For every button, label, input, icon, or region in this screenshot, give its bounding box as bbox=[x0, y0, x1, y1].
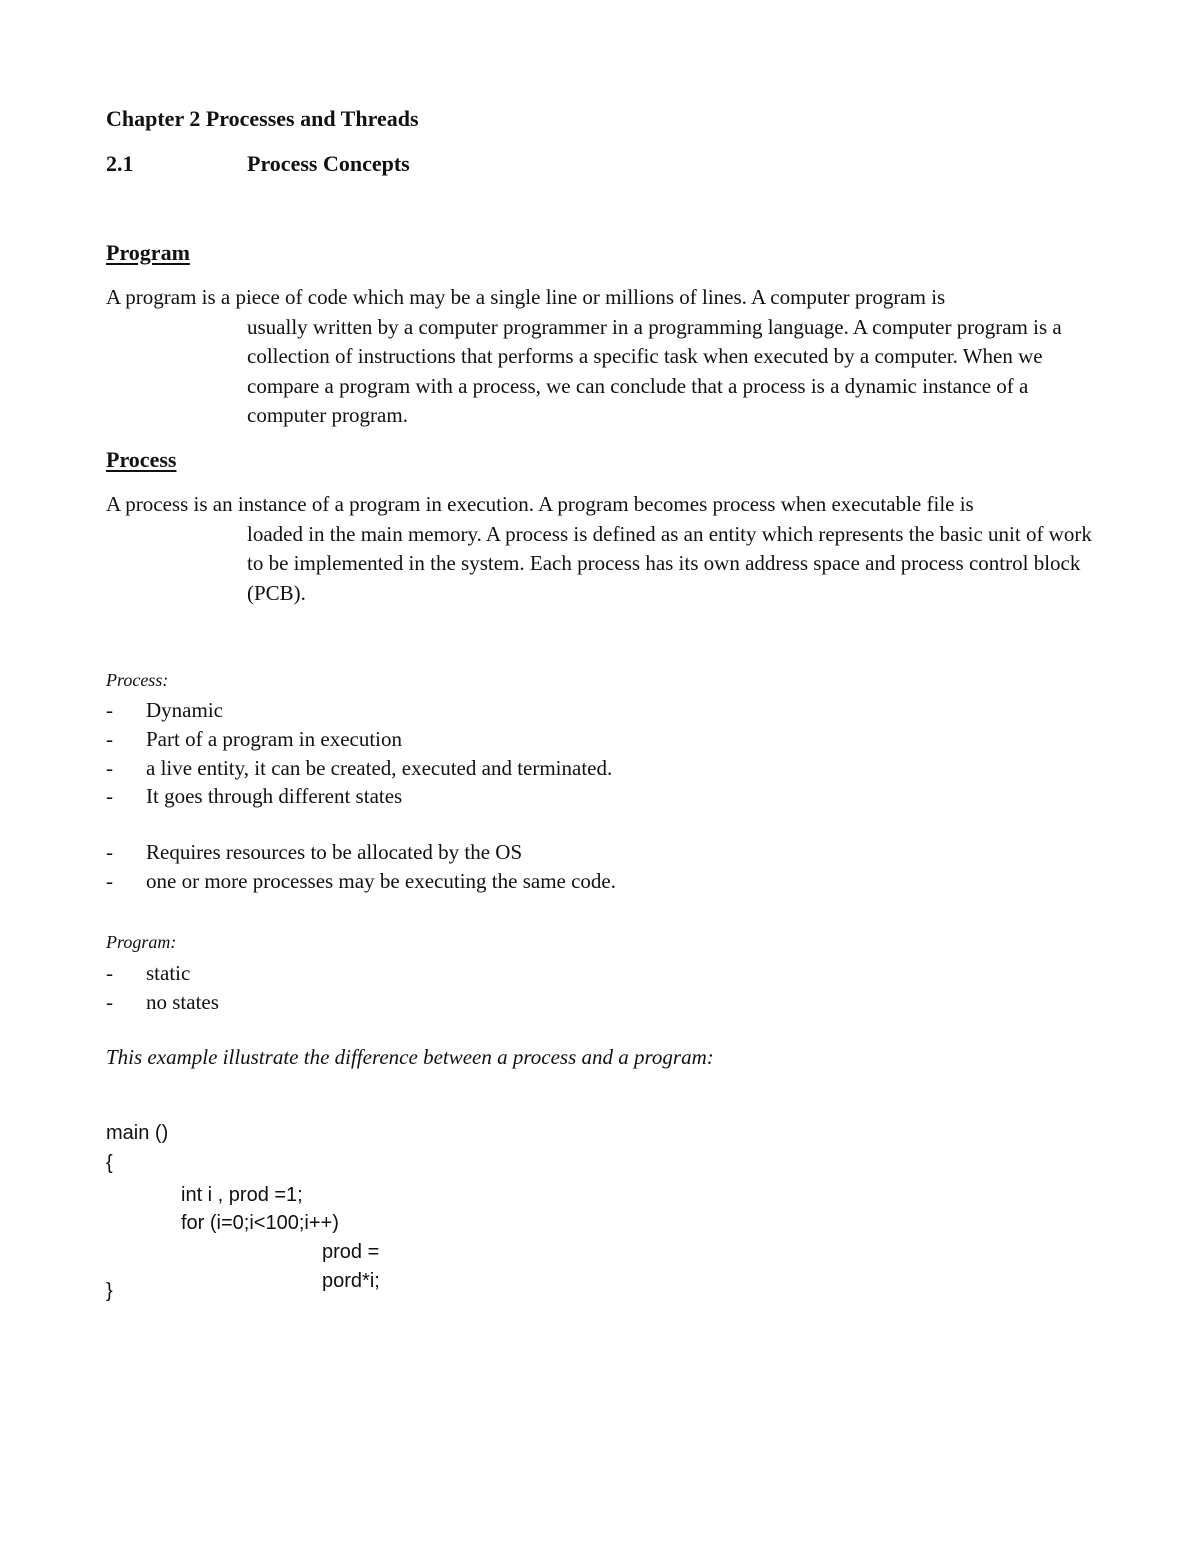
code-for-loop: for (i=0;i<100;i++) bbox=[181, 1212, 339, 1234]
program-paragraph-rest: usually written by a computer programmer in a programming language. A computer program is a collection of instructions that performs a specific task when executed by a computer. When we compare a program with a process, we can conclude that a process is a dynamic instance of a computer program. bbox=[247, 314, 1062, 427]
list-item: - a live entity, it can be created, executed and terminated. bbox=[106, 754, 806, 783]
code-close-brace: } bbox=[106, 1280, 113, 1302]
process-list-label: Process: bbox=[106, 670, 169, 690]
process-paragraph bbox=[106, 490, 1106, 608]
dash-bullet: - bbox=[106, 698, 113, 722]
code-main-line: main () bbox=[106, 1122, 169, 1144]
list-item: - static bbox=[106, 959, 806, 988]
code-declaration: int i , prod =1; bbox=[181, 1184, 303, 1206]
chapter-title: Chapter 2 Processes and Threads bbox=[106, 106, 419, 131]
dash-bullet: - bbox=[106, 784, 113, 808]
process-paragraph-first-line: A process is an instance of a program in execution. A program becomes process when executable file is bbox=[106, 492, 974, 516]
list-item: - Dynamic bbox=[106, 696, 806, 725]
list-item: - Part of a program in execution bbox=[106, 725, 806, 754]
dash-bullet: - bbox=[106, 990, 113, 1014]
dash-bullet: - bbox=[106, 961, 113, 985]
program-heading: Program bbox=[106, 240, 190, 265]
program-paragraph bbox=[106, 283, 1106, 431]
list-item: - It goes through different states bbox=[106, 782, 806, 811]
list-item: - Requires resources to be allocated by the OS bbox=[106, 838, 806, 867]
dash-bullet: - bbox=[106, 869, 113, 893]
process-paragraph-rest: loaded in the main memory. A process is defined as an entity which represents the basic unit of work to be implemented in the system. Each process has its own address space and process control block (PCB). bbox=[247, 521, 1092, 605]
code-assign-line1: prod = bbox=[322, 1241, 380, 1263]
dash-bullet: - bbox=[106, 727, 113, 751]
dash-bullet: - bbox=[106, 756, 113, 780]
dash-bullet: - bbox=[106, 840, 113, 864]
program-paragraph-first-line: A program is a piece of code which may be a single line or millions of lines. A computer program is bbox=[106, 285, 946, 309]
process-heading: Process bbox=[106, 447, 177, 472]
example-intro: This example illustrate the difference between a process and a program: bbox=[106, 1045, 714, 1069]
section-number: 2.1 bbox=[106, 151, 134, 176]
program-list-label: Program: bbox=[106, 932, 177, 952]
code-assign-line2: pord*i; bbox=[322, 1270, 380, 1292]
section-title: Process Concepts bbox=[247, 151, 410, 176]
code-open-brace: { bbox=[106, 1152, 113, 1174]
list-item: - no states bbox=[106, 988, 806, 1017]
list-item: - one or more processes may be executing the same code. bbox=[106, 867, 806, 896]
